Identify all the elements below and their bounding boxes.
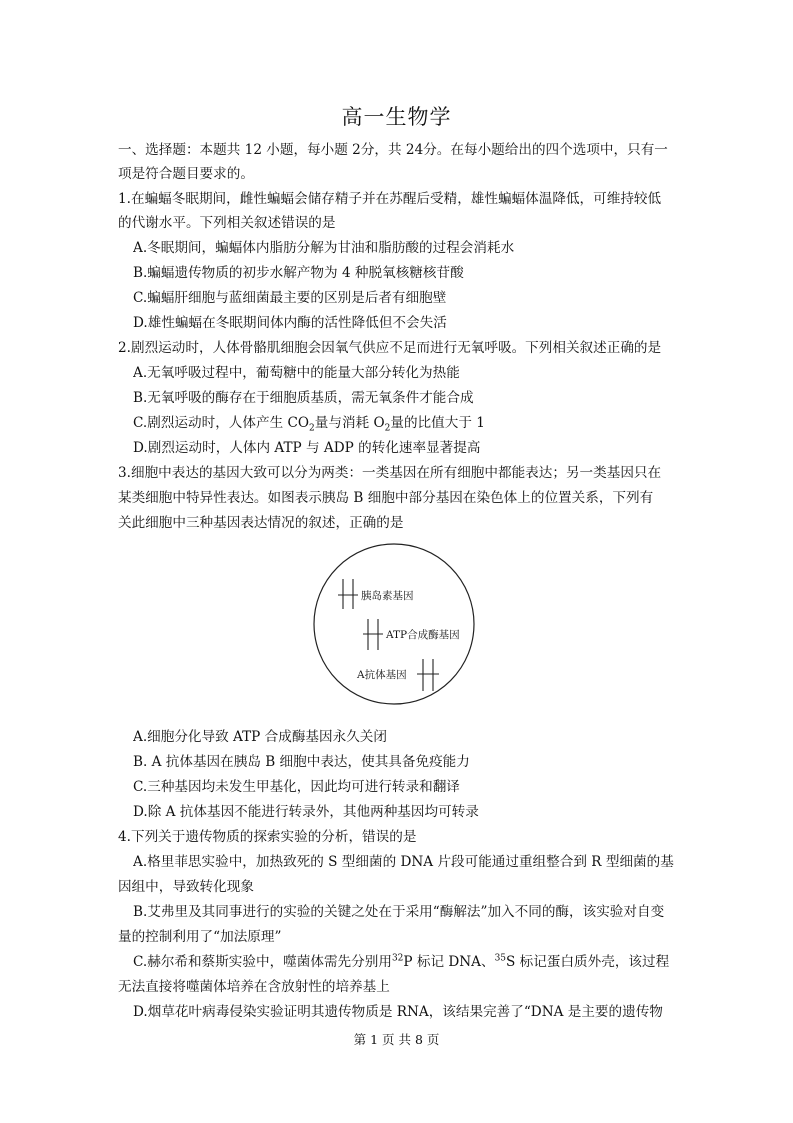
q3-stem: 3.细胞中表达的基因大致可以分为两类：一类基因在所有细胞中都能表达；另一类基因只在	[118, 465, 662, 481]
q3-option-d: D.除 A 抗体基因不能进行转录外，其他两种基因均可转录	[133, 804, 479, 820]
antibody-gene-label: A抗体基因	[357, 669, 407, 681]
page-title: 高一生物学	[341, 105, 452, 129]
q2-option-a: A.无氧呼吸过程中，葡萄糖中的能量大部分转化为热能	[133, 365, 460, 381]
q4-option-b-cont: 量的控制利用了“加法原理”	[118, 929, 282, 945]
q4-option-a-cont: 因组中，导致转化现象	[118, 879, 254, 895]
q1-stem-cont: 的代谢水平。下列相关叙述错误的是	[118, 215, 336, 231]
q3-option-a: A.细胞分化导致 ATP 合成酶基因永久关闭	[133, 729, 387, 745]
q3-option-b: B. A 抗体基因在胰岛 B 细胞中表达，使其具备免疫能力	[133, 754, 470, 770]
q1-option-b: B.蝙蝠遗传物质的初步水解产物为 4 种脱氧核糖核苷酸	[133, 265, 464, 281]
q4-option-b: B.艾弗里及其同事进行的实验的关键之处在于采用“酶解法”加入不同的酶，该实验对自变	[133, 904, 665, 920]
chromosome-gene-diagram	[313, 543, 475, 705]
atp-gene-marker	[363, 619, 383, 650]
q1-stem: 1.在蝙蝠冬眠期间，雌性蝙蝠会储存精子并在苏醒后受精，雄性蝙蝠体温降低，可维持较低	[118, 191, 662, 207]
q4-option-c: C.赫尔希和蔡斯实验中，噬菌体需先分别用$^{32}$P 标记 DNA、$^{35}$S 标记蛋白质外壳，该过程	[133, 953, 670, 970]
antibody-gene-marker	[417, 659, 439, 691]
atp-gene-label: ATP合成酶基因	[386, 629, 460, 641]
q4-stem: 4.下列关于遗传物质的探索实验的分析，错误的是	[118, 829, 417, 845]
insulin-gene-marker	[338, 579, 358, 609]
q2-option-c: C.剧烈运动时，人体产生 $CO_2$量与消耗 $O_2$量的比值大于 1	[133, 415, 485, 433]
q4-option-c-cont: 无法直接将噬菌体培养在含放射性的培养基上	[118, 979, 390, 995]
q4-option-a: A.格里菲思实验中，加热致死的 S 型细菌的 DNA 片段可能通过重组整合到 R 型细菌的基	[133, 854, 674, 870]
insulin-gene-label: 胰岛素基因	[361, 590, 414, 602]
q3-stem-cont2: 关此细胞中三种基因表达情况的叙述，正确的是	[118, 515, 404, 531]
q3-stem-cont: 某类细胞中特异性表达。如图表示胰岛 B 细胞中部分基因在染色体上的位置关系，下列有	[118, 490, 654, 506]
q2-option-d: D.剧烈运动时，人体内 ATP 与 ADP 的转化速率显著提高	[133, 440, 481, 456]
page-footer: 第 1 页 共 8 页	[353, 1032, 440, 1047]
q2-option-b: B.无氧呼吸的酶存在于细胞质基质，需无氧条件才能合成	[133, 390, 474, 406]
q1-option-d: D.雄性蝙蝠在冬眠期间体内酶的活性降低但不会失活	[133, 315, 447, 331]
q4-option-d: D.烟草花叶病毒侵染实验证明其遗传物质是 RNA，该结果完善了“DNA 是主要的遗传物	[133, 1004, 663, 1020]
q3-option-c: C.三种基因均未发生甲基化，因此均可进行转录和翻译	[133, 779, 460, 795]
q2-stem: 2.剧烈运动时，人体骨骼肌细胞会因氧气供应不足而进行无氧呼吸。下列相关叙述正确的是	[118, 340, 662, 356]
section-instructions-cont: 项是符合题目要求的。	[118, 166, 254, 182]
section-instructions: 一、选择题：本题共 12 小题，每小题 2分，共 24分。在每小题给出的四个选项中，只有一	[118, 142, 668, 158]
q1-option-a: A.冬眠期间，蝙蝠体内脂肪分解为甘油和脂肪酸的过程会消耗水	[133, 240, 515, 256]
q1-option-c: C.蝙蝠肝细胞与蓝细菌最主要的区别是后者有细胞壁	[133, 290, 447, 306]
